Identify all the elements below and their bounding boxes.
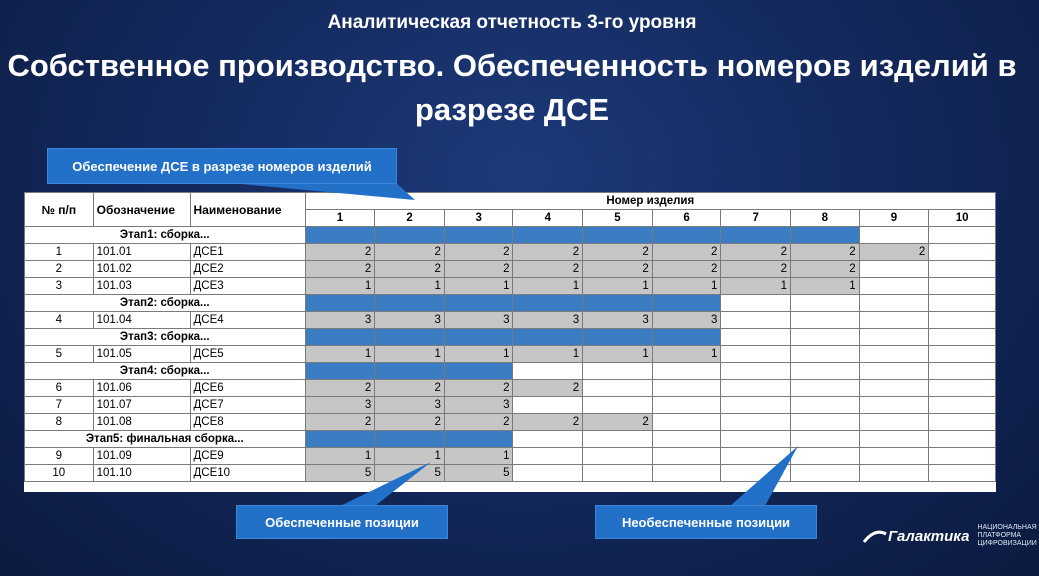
product-number-header: 6 bbox=[652, 210, 721, 227]
provided-qty-cell: 2 bbox=[583, 261, 653, 278]
row-number: 10 bbox=[25, 465, 94, 482]
provided-qty-cell: 2 bbox=[513, 414, 583, 431]
part-name: ДСЕ5 bbox=[190, 346, 305, 363]
provided-qty-cell: 2 bbox=[375, 414, 445, 431]
provided-qty-cell: 2 bbox=[444, 414, 513, 431]
stage-label: Этап1: сборка... bbox=[25, 227, 306, 244]
product-number-header: 8 bbox=[791, 210, 860, 227]
provided-qty-cell: 1 bbox=[444, 448, 513, 465]
part-name: ДСЕ1 bbox=[190, 244, 305, 261]
row-number: 5 bbox=[25, 346, 94, 363]
col-header-name: Наименование bbox=[190, 193, 305, 227]
product-number-header: 7 bbox=[721, 210, 791, 227]
part-name: ДСЕ10 bbox=[190, 465, 305, 482]
provided-qty-cell: 2 bbox=[513, 244, 583, 261]
provided-qty-cell: 3 bbox=[444, 312, 513, 329]
provided-qty-cell: 3 bbox=[305, 312, 375, 329]
stage-label: Этап3: сборка... bbox=[25, 329, 306, 346]
provided-qty-cell: 1 bbox=[375, 448, 445, 465]
part-name: ДСЕ6 bbox=[190, 380, 305, 397]
provided-qty-cell: 5 bbox=[375, 465, 445, 482]
provided-qty-cell: 2 bbox=[791, 244, 860, 261]
provided-qty-cell: 2 bbox=[305, 261, 375, 278]
provided-qty-cell: 3 bbox=[583, 312, 653, 329]
provided-qty-cell: 3 bbox=[375, 312, 445, 329]
part-name: ДСЕ9 bbox=[190, 448, 305, 465]
product-number-header: 10 bbox=[929, 210, 996, 227]
part-name: ДСЕ4 bbox=[190, 312, 305, 329]
logo-tagline: НАЦИОНАЛЬНАЯ ПЛАТФОРМА ЦИФРОВИЗАЦИИ bbox=[977, 524, 1037, 547]
slide-title: Собственное производство. Обеспеченность номеров изделий в разрезе ДСЕ bbox=[7, 48, 1017, 127]
part-code: 101.09 bbox=[93, 448, 190, 465]
provided-qty-cell: 2 bbox=[444, 244, 513, 261]
row-number: 3 bbox=[25, 278, 94, 295]
provided-qty-cell: 2 bbox=[444, 380, 513, 397]
provided-qty-cell: 1 bbox=[652, 278, 721, 295]
galaktika-logo bbox=[862, 524, 1039, 548]
part-code: 101.04 bbox=[93, 312, 190, 329]
provided-qty-cell: 3 bbox=[444, 397, 513, 414]
provided-qty-cell: 3 bbox=[513, 312, 583, 329]
row-number: 9 bbox=[25, 448, 94, 465]
provided-qty-cell: 1 bbox=[583, 346, 653, 363]
provided-qty-cell: 1 bbox=[444, 346, 513, 363]
product-number-header: 3 bbox=[444, 210, 513, 227]
part-name: ДСЕ3 bbox=[190, 278, 305, 295]
logo-mark-icon bbox=[862, 528, 888, 544]
col-group-header-product-number: Номер изделия bbox=[305, 193, 995, 210]
stage-label: Этап2: сборка... bbox=[25, 295, 306, 312]
provided-qty-cell: 1 bbox=[375, 278, 445, 295]
provided-qty-cell: 2 bbox=[652, 261, 721, 278]
row-number: 4 bbox=[25, 312, 94, 329]
provided-qty-cell: 1 bbox=[305, 346, 375, 363]
callout-provided-positions: Обеспеченные позиции bbox=[237, 506, 447, 538]
row-number: 6 bbox=[25, 380, 94, 397]
row-number: 8 bbox=[25, 414, 94, 431]
provided-qty-cell: 1 bbox=[583, 278, 653, 295]
part-code: 101.08 bbox=[93, 414, 190, 431]
provided-qty-cell: 2 bbox=[583, 414, 653, 431]
part-code: 101.06 bbox=[93, 380, 190, 397]
part-code: 101.10 bbox=[93, 465, 190, 482]
unprovided-callout-arrow bbox=[730, 446, 798, 506]
provided-qty-cell: 1 bbox=[305, 278, 375, 295]
provided-qty-cell: 1 bbox=[444, 278, 513, 295]
provided-qty-cell: 5 bbox=[305, 465, 375, 482]
product-number-header: 4 bbox=[513, 210, 583, 227]
provided-qty-cell: 1 bbox=[305, 448, 375, 465]
part-code: 101.05 bbox=[93, 346, 190, 363]
provided-qty-cell: 3 bbox=[375, 397, 445, 414]
part-name: ДСЕ2 bbox=[190, 261, 305, 278]
provided-qty-cell: 1 bbox=[652, 346, 721, 363]
stage-label: Этап4: сборка... bbox=[25, 363, 306, 380]
top-callout-pointer bbox=[230, 183, 415, 200]
row-number: 2 bbox=[25, 261, 94, 278]
col-header-code: Обозначение bbox=[93, 193, 190, 227]
part-code: 101.01 bbox=[93, 244, 190, 261]
part-name: ДСЕ7 bbox=[190, 397, 305, 414]
provided-qty-cell: 3 bbox=[652, 312, 721, 329]
provided-qty-cell: 2 bbox=[513, 380, 583, 397]
provided-qty-cell: 2 bbox=[305, 380, 375, 397]
logo-name: Галактика bbox=[888, 527, 970, 545]
provided-qty-cell: 1 bbox=[375, 346, 445, 363]
provided-qty-cell: 2 bbox=[444, 261, 513, 278]
provided-qty-cell: 2 bbox=[375, 380, 445, 397]
provided-qty-cell: 2 bbox=[305, 414, 375, 431]
provided-qty-cell: 2 bbox=[791, 261, 860, 278]
part-code: 101.02 bbox=[93, 261, 190, 278]
callout-unprovided-positions: Необеспеченные позиции bbox=[596, 506, 816, 538]
product-number-header: 5 bbox=[583, 210, 653, 227]
provided-qty-cell: 1 bbox=[513, 346, 583, 363]
col-header-no: № п/п bbox=[25, 193, 94, 227]
provided-qty-cell: 2 bbox=[513, 261, 583, 278]
report-level-subtitle: Аналитическая отчетность 3-го уровня bbox=[327, 12, 697, 33]
provided-qty-cell: 1 bbox=[513, 278, 583, 295]
part-code: 101.07 bbox=[93, 397, 190, 414]
provided-qty-cell: 2 bbox=[583, 244, 653, 261]
product-number-header: 9 bbox=[859, 210, 929, 227]
provided-qty-cell: 2 bbox=[721, 261, 791, 278]
row-number: 7 bbox=[25, 397, 94, 414]
provided-qty-cell: 1 bbox=[791, 278, 860, 295]
provided-qty-cell: 5 bbox=[444, 465, 513, 482]
part-code: 101.03 bbox=[93, 278, 190, 295]
part-name: ДСЕ8 bbox=[190, 414, 305, 431]
provided-qty-cell: 3 bbox=[305, 397, 375, 414]
callout-dse-by-product: Обеспечение ДСЕ в разрезе номеров изделий bbox=[48, 149, 396, 183]
provided-qty-cell: 2 bbox=[375, 261, 445, 278]
provided-qty-cell: 2 bbox=[375, 244, 445, 261]
provided-qty-cell: 2 bbox=[859, 244, 929, 261]
provided-qty-cell: 2 bbox=[652, 244, 721, 261]
product-number-header: 1 bbox=[305, 210, 375, 227]
provided-qty-cell: 1 bbox=[721, 278, 791, 295]
product-number-header: 2 bbox=[375, 210, 445, 227]
stage-label: Этап5: финальная сборка... bbox=[25, 431, 306, 448]
provided-callout-arrow bbox=[340, 462, 431, 506]
row-number: 1 bbox=[25, 244, 94, 261]
provided-qty-cell: 2 bbox=[721, 244, 791, 261]
provided-qty-cell: 2 bbox=[305, 244, 375, 261]
